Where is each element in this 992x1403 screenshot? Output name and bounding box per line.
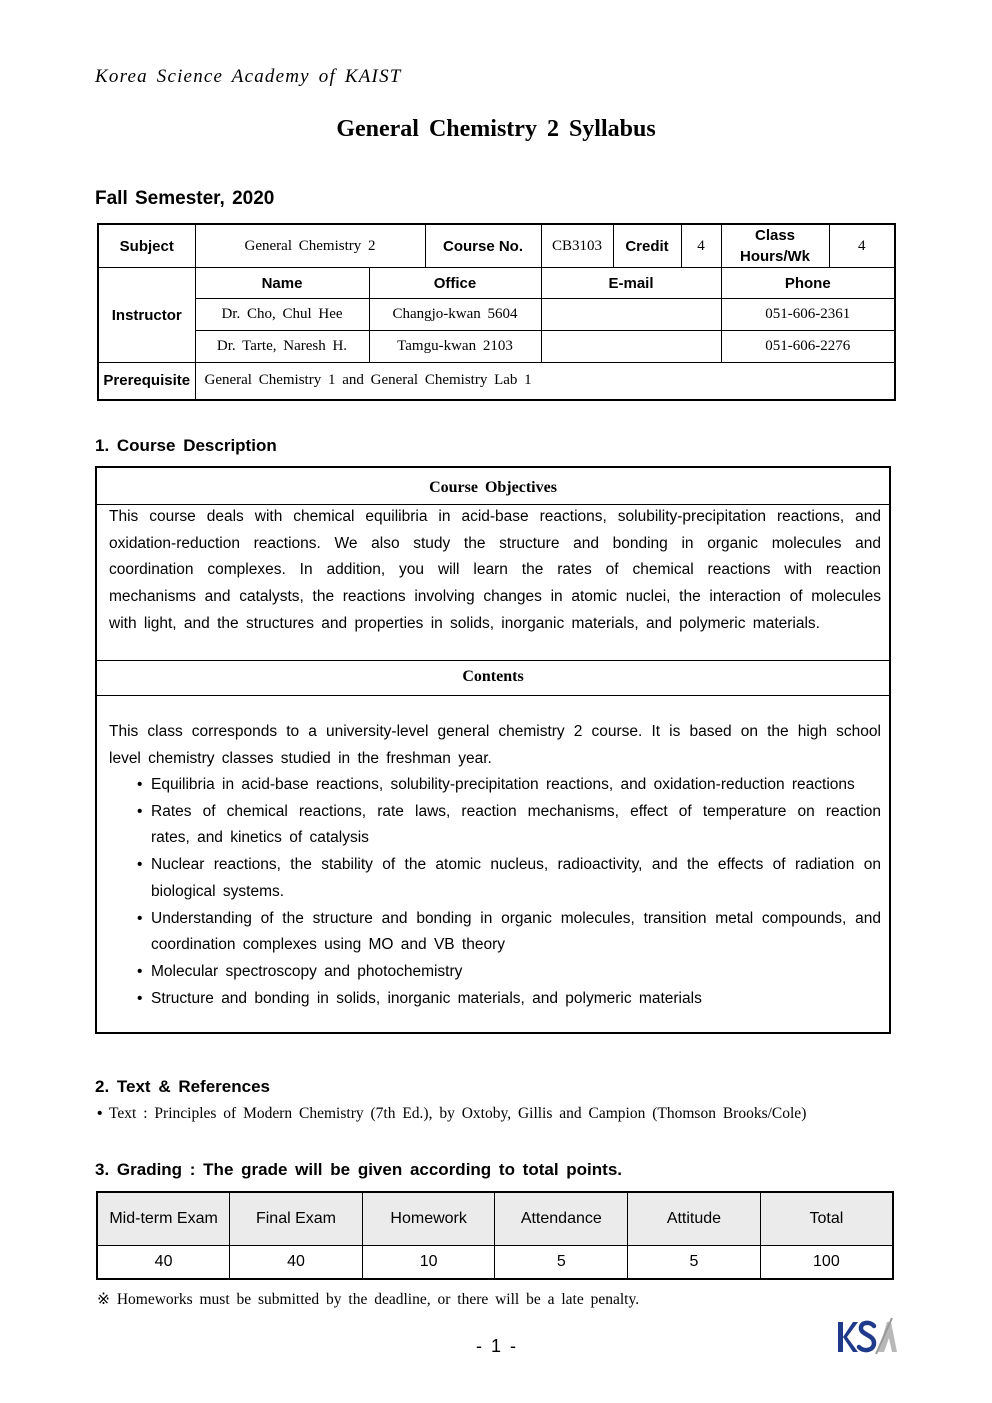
instructor-row: [98, 331, 895, 363]
grading-values-row: [97, 1246, 893, 1280]
grading-value: 10: [362, 1246, 495, 1280]
bullet-icon: •: [137, 856, 143, 874]
document-title: General Chemistry 2 Syllabus: [336, 116, 656, 142]
list-item-text: Rates of chemical reactions, rate laws, reaction mechanisms, effect of temperature on reaction rates, and kinetics of catalysis: [151, 802, 881, 847]
class-hours-value: 4: [829, 224, 895, 268]
school-header: Korea Science Academy of KAIST: [95, 66, 402, 87]
bullet-icon: •: [137, 962, 143, 980]
textbook-reference: [97, 1105, 806, 1123]
list-item: [135, 772, 881, 799]
instructor-email: [541, 331, 721, 363]
instructor-name: Dr. Tarte, Naresh H.: [195, 331, 369, 363]
grading-value: 40: [230, 1246, 363, 1280]
course-objectives-title: Course Objectives: [429, 479, 557, 496]
class-hours-label: Class Hours/Wk: [721, 224, 829, 268]
name-column-header: Name: [195, 268, 369, 299]
text-references-heading: 2. Text & References: [95, 1077, 270, 1096]
office-column-header: Office: [369, 268, 541, 299]
late-penalty-note: ※ Homeworks must be submitted by the deadline, or there will be a late penalty.: [97, 1291, 640, 1308]
list-item-text: Molecular spectroscopy and photochemistry: [151, 962, 463, 980]
course-description-box: [95, 466, 891, 1034]
instructor-email: [541, 299, 721, 331]
subject-label: Subject: [98, 224, 195, 268]
bullet-icon: •: [137, 776, 143, 793]
divider: [97, 660, 889, 661]
grading-column-header: Attendance: [495, 1192, 628, 1246]
credit-label: Credit: [613, 224, 681, 268]
bullet-icon: •: [137, 989, 143, 1007]
list-item-text: Understanding of the structure and bonding in organic molecules, transition metal compounds, and coordination complexes using MO and VB theory: [151, 909, 881, 954]
contents-intro: This class corresponds to a university-level general chemistry 2 course. It is based on the high school level chemistry classes studied in the freshman year.: [109, 723, 881, 767]
bullet-icon: •: [137, 909, 143, 927]
email-column-header: E-mail: [541, 268, 721, 299]
instructor-name: Dr. Cho, Chul Hee: [195, 299, 369, 331]
contents-title: Contents: [462, 668, 524, 685]
instructor-row: [98, 299, 895, 331]
grading-table: [96, 1191, 894, 1280]
list-item-text: Nuclear reactions, the stability of the atomic nucleus, radioactivity, and the effects of radiation on biological systems.: [151, 856, 881, 900]
bullet-icon: •: [97, 1105, 103, 1122]
instructor-header-row: [98, 268, 895, 299]
subject-value: General Chemistry 2: [195, 224, 425, 268]
textbook-text: Text : Principles of Modern Chemistry (7th Ed.), by Oxtoby, Gillis and Campion (Thomson Brooks/Cole): [109, 1105, 807, 1122]
grading-value: 100: [760, 1246, 893, 1280]
list-item: [135, 799, 881, 852]
grading-header-row: [97, 1192, 893, 1246]
grading-heading: 3. Grading : The grade will be given according to total points.: [95, 1160, 622, 1179]
instructor-phone: 051-606-2276: [721, 331, 895, 363]
phone-column-header: Phone: [721, 268, 895, 299]
list-item: [135, 852, 881, 905]
course-objectives-text: This course deals with chemical equilibria in acid-base reactions, solubility-precipitation reactions, and oxidation-reduction reactions. We also study the structure and bonding in organic molecules and coordination complexes. In addition, you will learn the rates of chemical reactions with reaction mechanisms and catalysts, the reactions involving changes in atomic nuclei, the interaction of molecules with light, and the structures and properties in solids, inorganic materials, and polymeric materials.: [109, 508, 881, 632]
grading-value: 5: [628, 1246, 761, 1280]
subject-row: [98, 224, 895, 268]
prerequisite-value: General Chemistry 1 and General Chemistry Lab 1: [195, 363, 895, 400]
prerequisite-label: Prerequisite: [98, 363, 195, 400]
grading-column-header: Homework: [362, 1192, 495, 1246]
contents-list: [135, 772, 881, 1012]
grading-column-header: Mid-term Exam: [97, 1192, 230, 1246]
course-description-heading: 1. Course Description: [95, 436, 277, 455]
course-no-label: Course No.: [425, 224, 541, 268]
list-item: [135, 906, 881, 959]
list-item: [135, 986, 881, 1013]
credit-value: 4: [681, 224, 721, 268]
grading-value: 5: [495, 1246, 628, 1280]
course-info-table: [97, 223, 896, 401]
list-item-text: Equilibria in acid-base reactions, solubility-precipitation reactions, and oxidation-reduction reactions: [151, 776, 855, 793]
instructor-phone: 051-606-2361: [721, 299, 895, 331]
list-item-text: Structure and bonding in solids, inorganic materials, and polymeric materials: [151, 989, 702, 1007]
instructor-label: Instructor: [98, 268, 195, 363]
grading-column-header: Total: [760, 1192, 893, 1246]
ksa-logo-icon: [836, 1314, 898, 1358]
prerequisite-row: [98, 363, 895, 400]
grading-column-header: Final Exam: [230, 1192, 363, 1246]
instructor-office: Changjo-kwan 5604: [369, 299, 541, 331]
instructor-office: Tamgu-kwan 2103: [369, 331, 541, 363]
divider: [97, 695, 889, 696]
course-no-value: CB3103: [541, 224, 613, 268]
semester-label: Fall Semester, 2020: [95, 188, 275, 209]
bullet-icon: •: [137, 802, 143, 820]
grading-value: 40: [97, 1246, 230, 1280]
page-number: - 1 -: [475, 1336, 516, 1356]
list-item: [135, 959, 881, 986]
grading-column-header: Attitude: [628, 1192, 761, 1246]
